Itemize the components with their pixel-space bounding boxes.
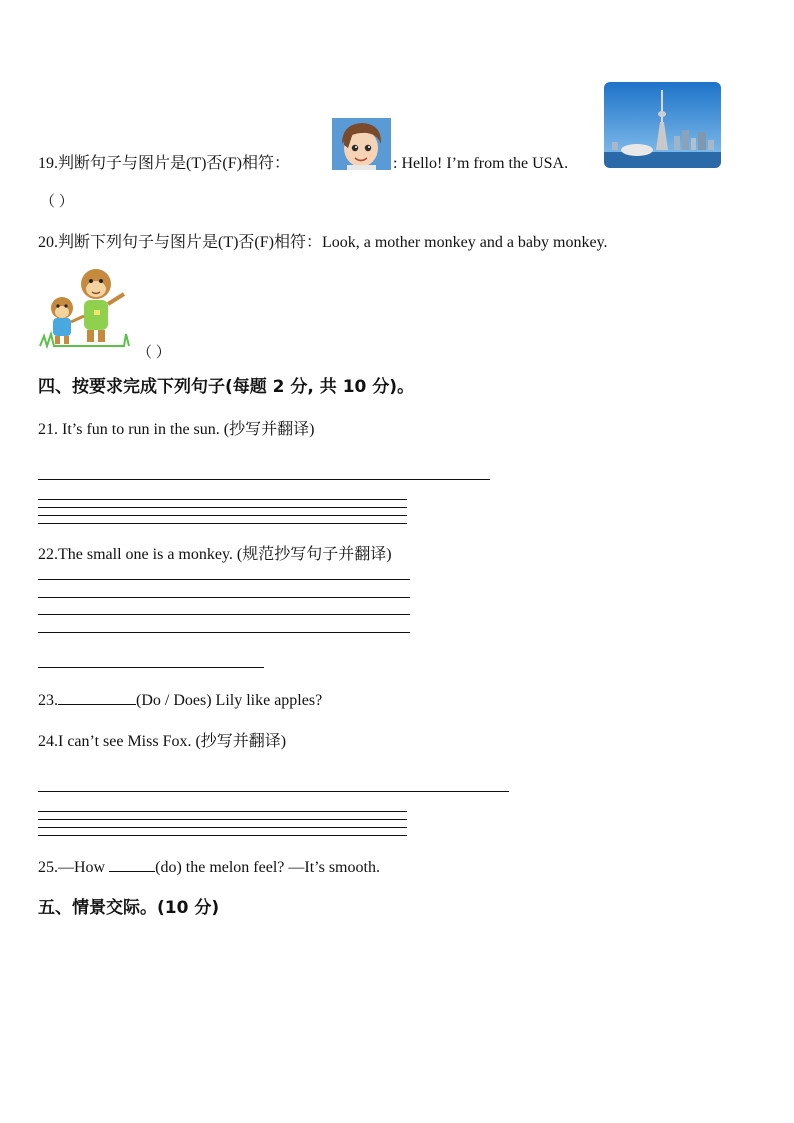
writing-line[interactable] (38, 811, 407, 812)
writing-line[interactable] (38, 507, 407, 508)
question-19-answer-paren: （ ） (40, 194, 74, 210)
question-23-rest: (Do / Does) Lily like apples? (136, 692, 323, 709)
writing-line[interactable] (38, 819, 407, 820)
answer-line[interactable] (38, 479, 490, 480)
question-25-part2: (do) the melon feel? —It’s smooth. (155, 859, 380, 876)
writing-line[interactable] (38, 597, 410, 598)
question-22: 22.The small one is a monkey. (规范抄写句子并翻译) (38, 546, 392, 563)
question-25-part1: 25.—How (38, 859, 110, 876)
question-19 (38, 154, 290, 174)
answer-line[interactable] (38, 667, 264, 668)
writing-line[interactable] (38, 835, 407, 836)
writing-line[interactable] (38, 827, 407, 828)
question-23-blank[interactable] (58, 690, 136, 705)
section-5-title: 五、情景交际。(10 分) (38, 898, 220, 918)
question-20-answer-paren: （ ） (137, 345, 171, 361)
writing-line[interactable] (38, 614, 410, 615)
question-20: 20.判断下列句子与图片是(T)否(F)相符：Look, a mother monkey and a baby monkey. (38, 234, 608, 251)
question-21: 21. It’s fun to run in the sun. (抄写并翻译) (38, 421, 315, 438)
answer-line[interactable] (38, 791, 509, 792)
writing-line[interactable] (38, 632, 410, 633)
question-25 (38, 857, 380, 878)
writing-line[interactable] (38, 579, 410, 580)
question-19-sentence: : Hello! I’m from the USA. (393, 155, 569, 172)
question-25-blank[interactable] (109, 857, 155, 872)
question-19-prefix: 19.判断句子与图片是(T)否(F)相符： (38, 155, 290, 172)
writing-line[interactable] (38, 523, 407, 524)
monkeys-illustration-icon (38, 266, 132, 352)
question-23-number: 23. (38, 692, 58, 709)
boy-avatar-icon (332, 118, 391, 170)
writing-line[interactable] (38, 499, 407, 500)
city-skyline-icon (604, 82, 721, 168)
section-4-title: 四、按要求完成下列句子(每题 2 分, 共 10 分)。 (38, 377, 415, 397)
question-23 (38, 690, 322, 711)
writing-line[interactable] (38, 515, 407, 516)
question-24: 24.I can’t see Miss Fox. (抄写并翻译) (38, 733, 287, 750)
